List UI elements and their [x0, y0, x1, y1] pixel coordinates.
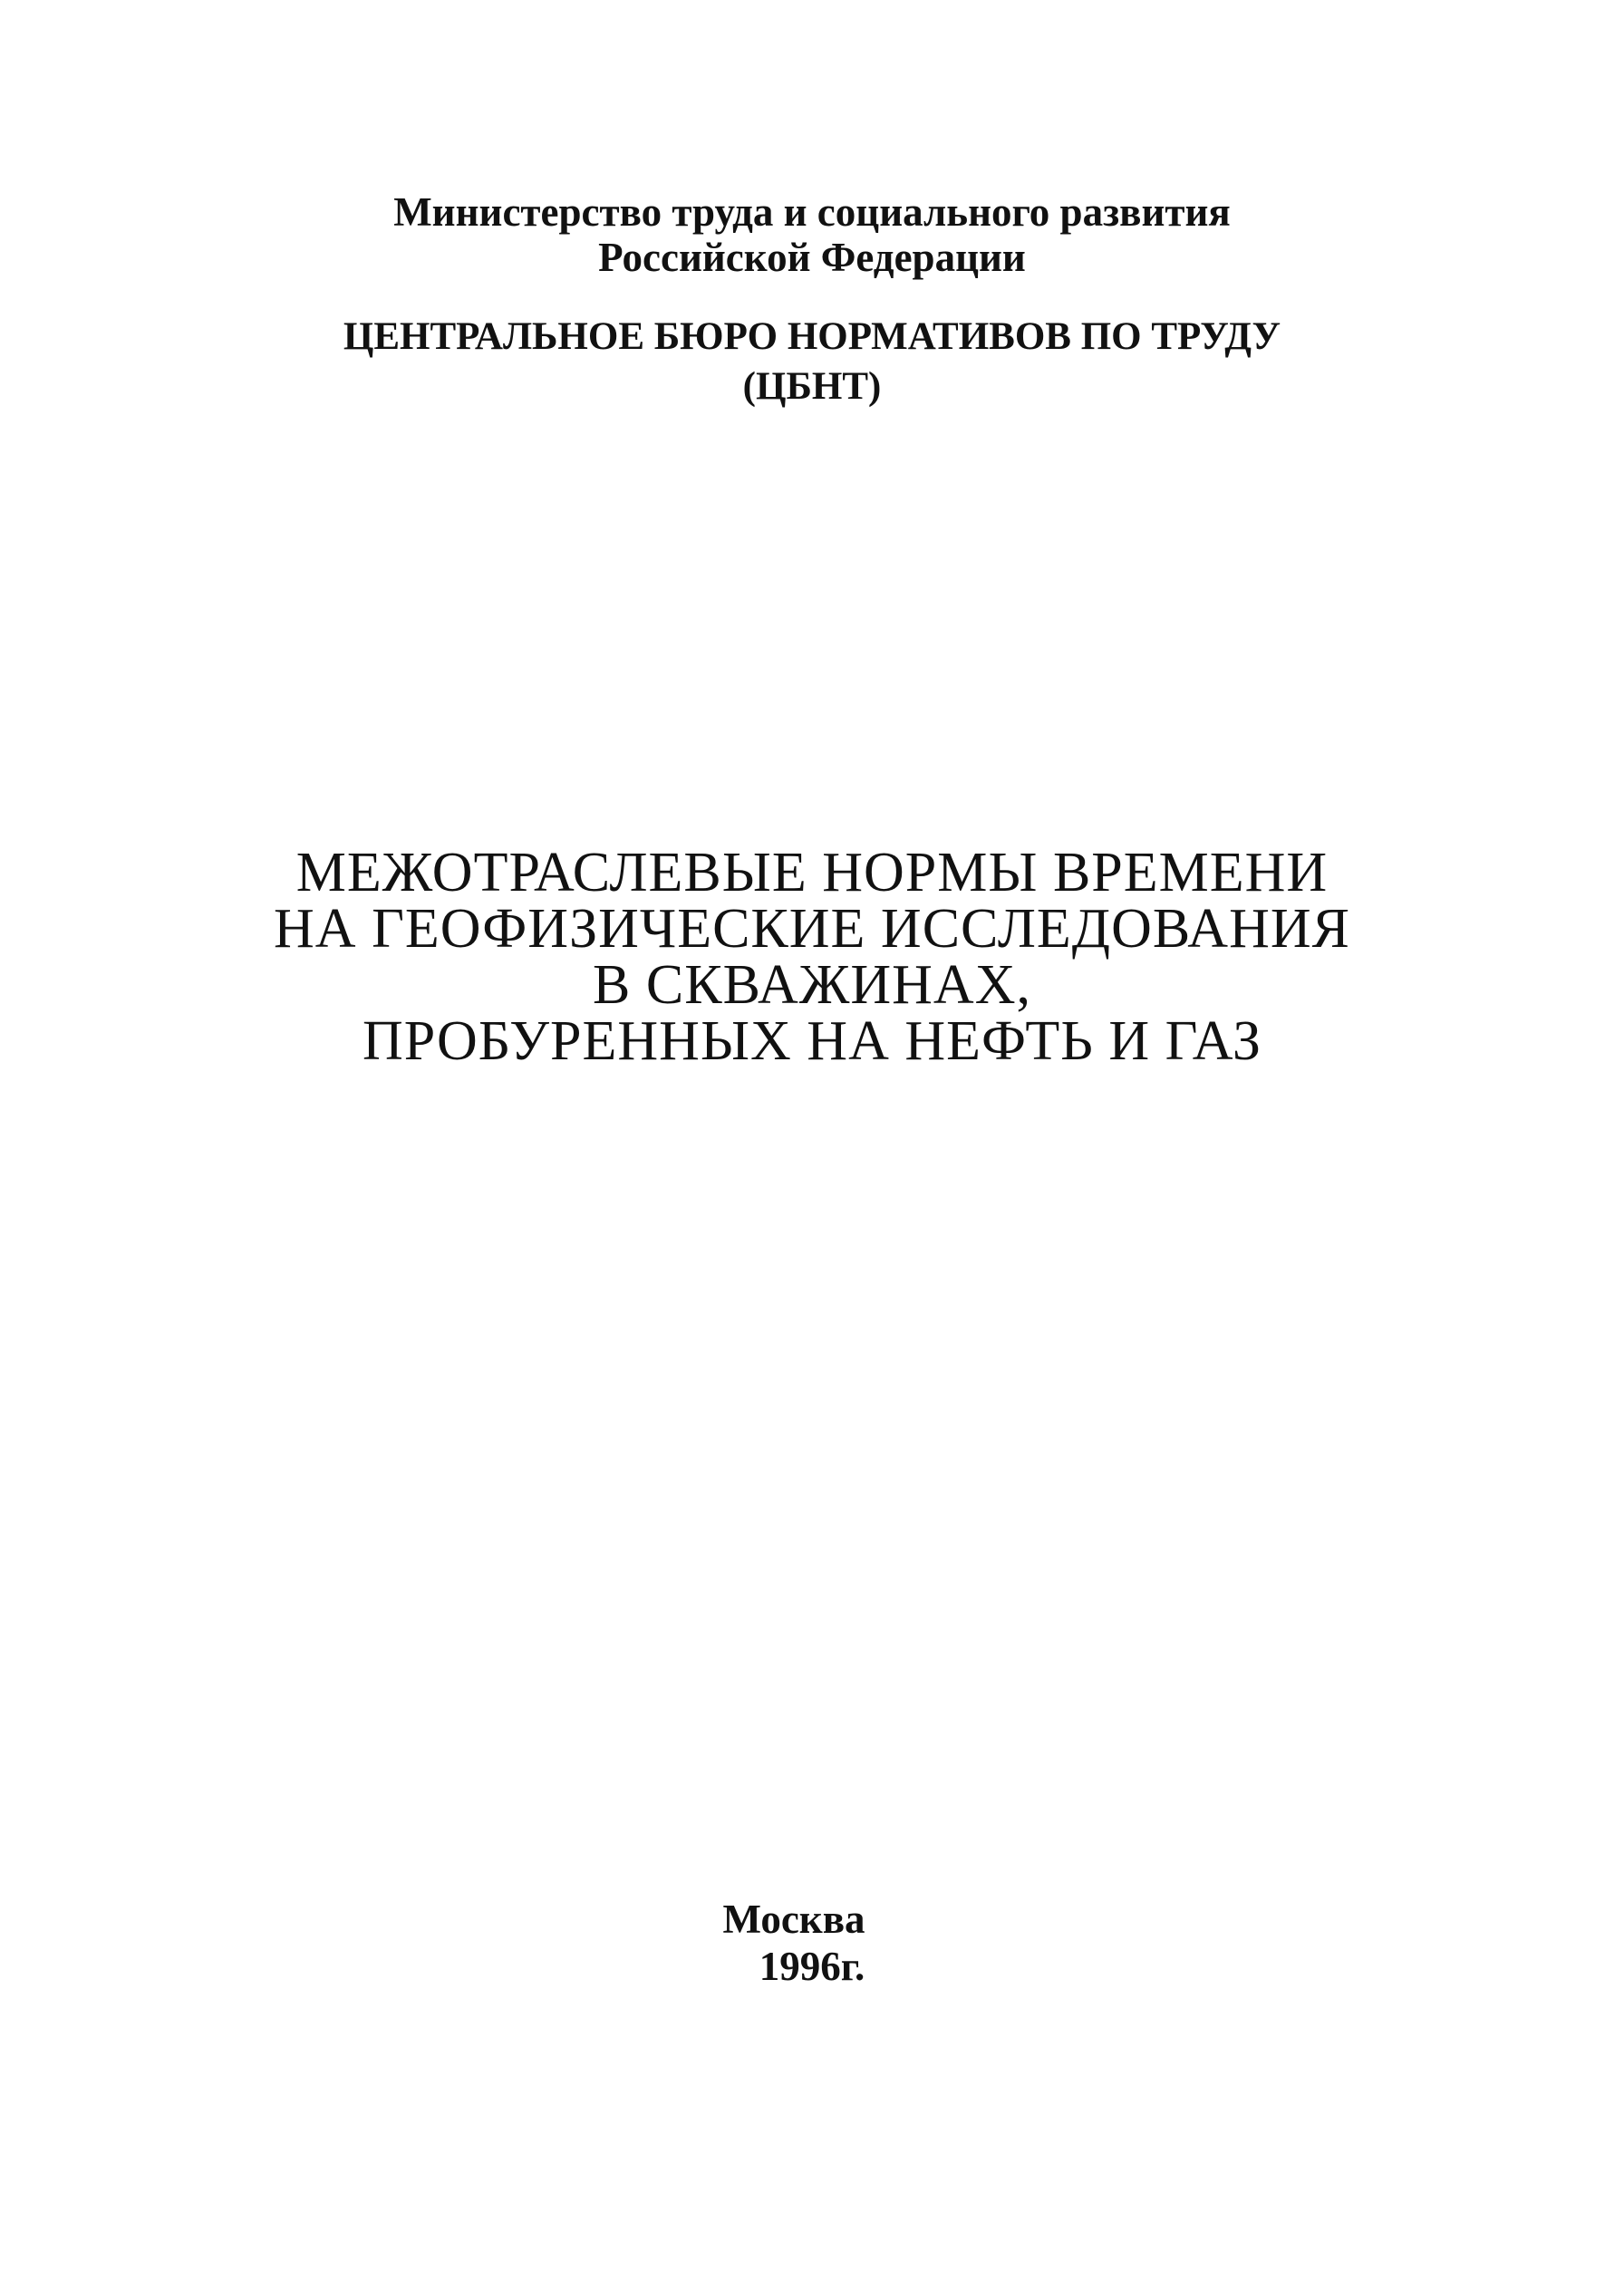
publication-city: Москва — [722, 1897, 865, 1942]
bureau-name-line1: ЦЕНТРАЛЬНОЕ БЮРО НОРМАТИВОВ ПО ТРУДУ — [343, 315, 1281, 358]
bureau-abbreviation: (ЦБНТ) — [742, 365, 882, 408]
title-line4: ПРОБУРЕННЫХ НА НЕФТЬ И ГАЗ — [362, 1010, 1262, 1072]
ministry-name-line1: Министерство труда и социального развития — [393, 189, 1231, 235]
title-line2: НА ГЕОФИЗИЧЕСКИЕ ИССЛЕДОВАНИЯ — [274, 898, 1350, 960]
publication-year: 1996г. — [759, 1944, 865, 1989]
title-line1: МЕЖОТРАСЛЕВЫЕ НОРМЫ ВРЕМЕНИ — [295, 842, 1329, 903]
title-line3: В СКВАЖИНАХ, — [593, 954, 1031, 1016]
ministry-name-line2: Российской Федерации — [598, 235, 1026, 280]
